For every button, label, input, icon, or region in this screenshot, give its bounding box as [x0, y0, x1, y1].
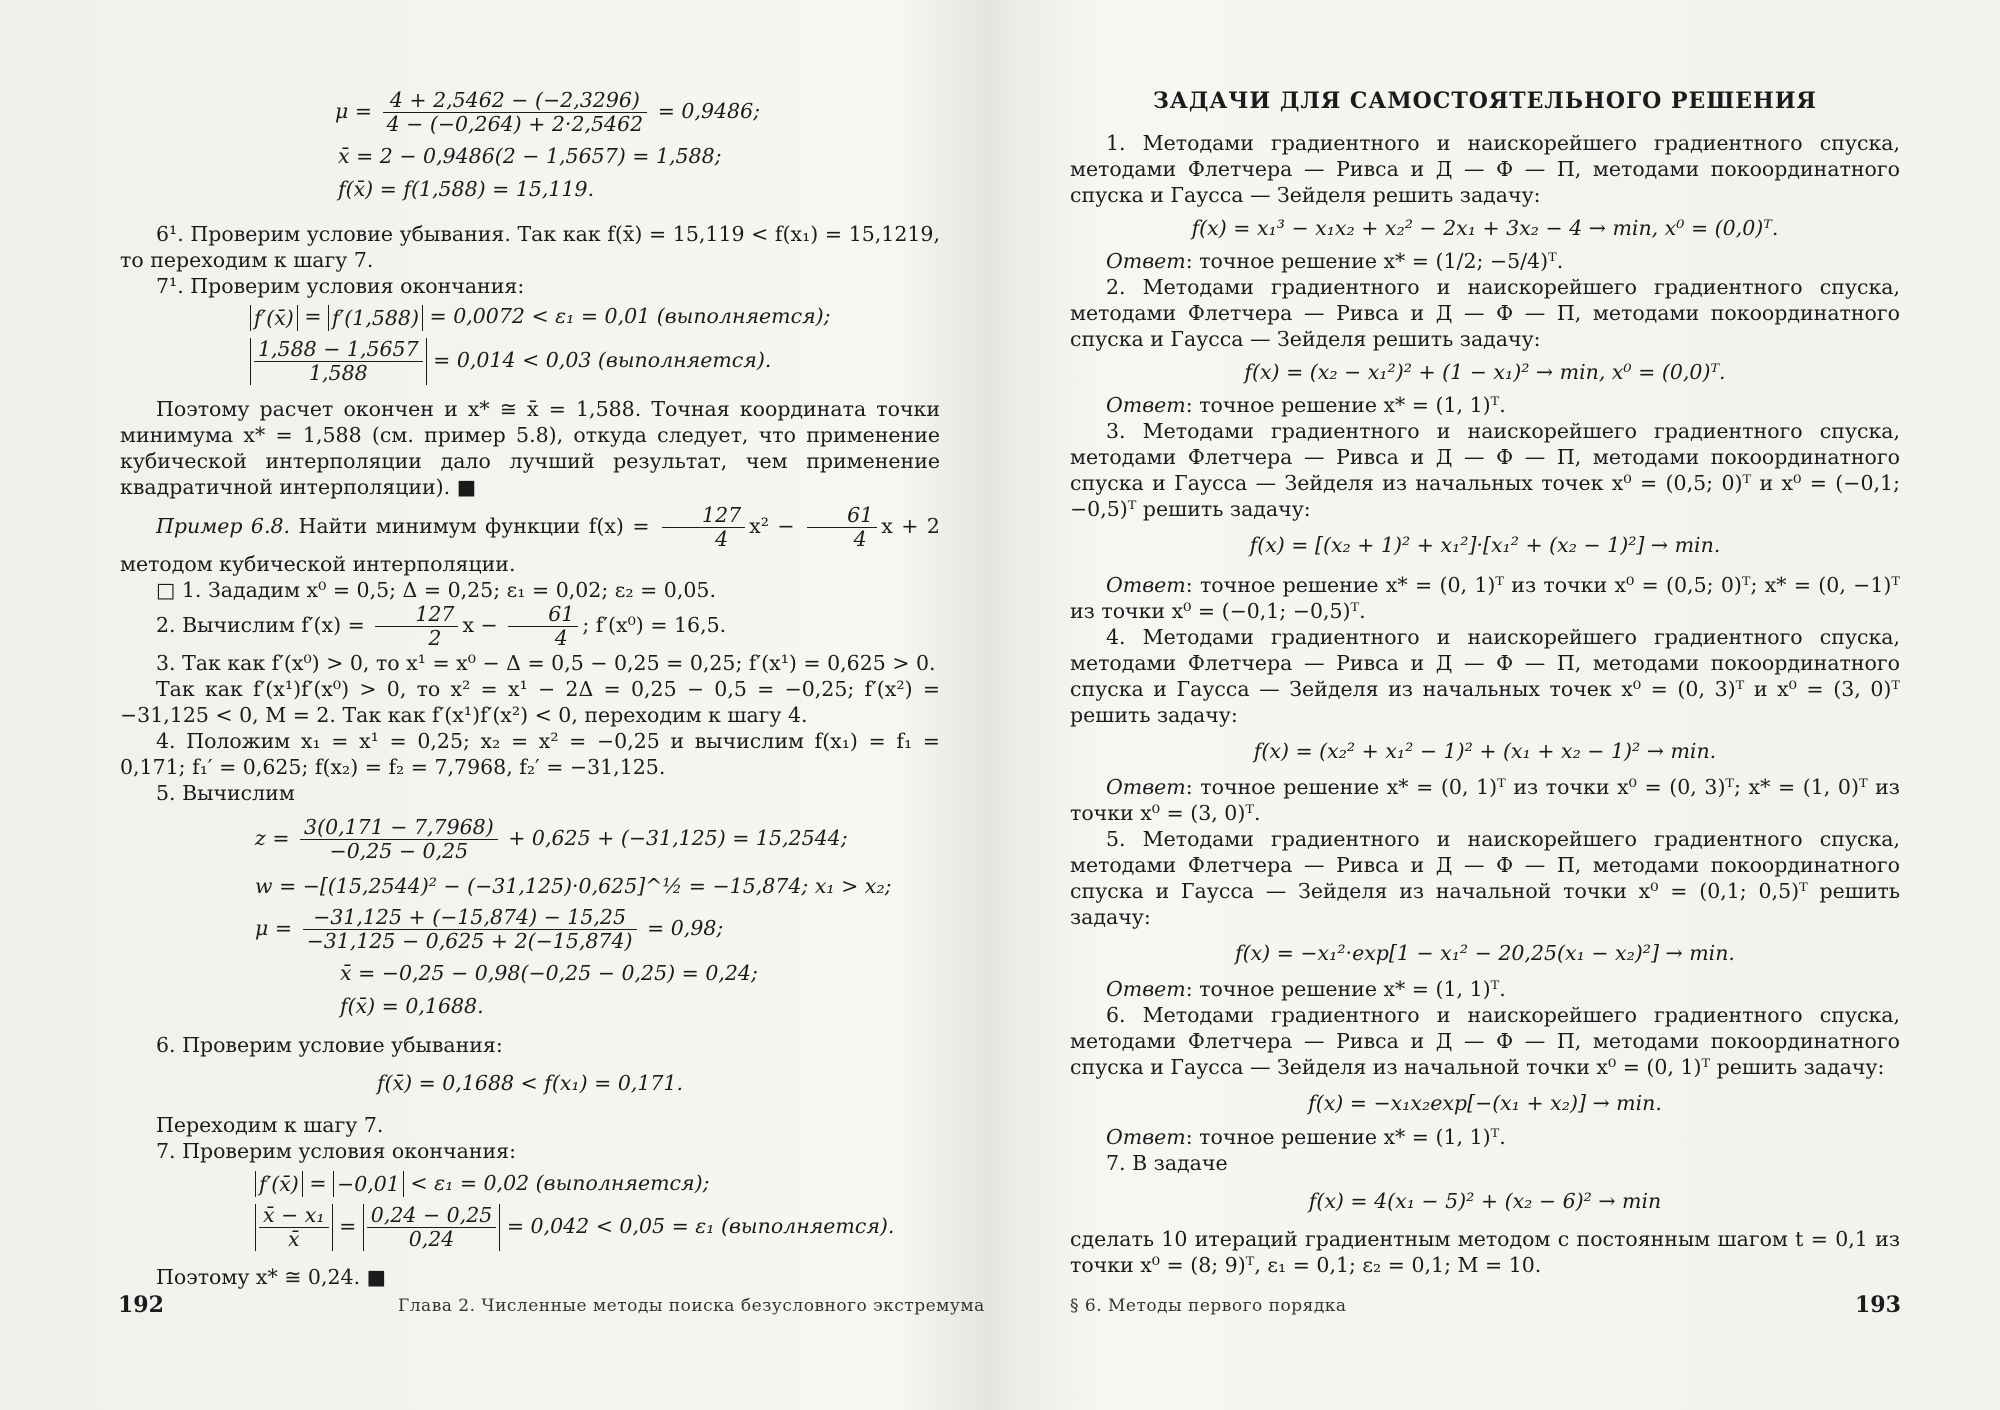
example-text-b: x + 2 методом кубической интерполяции.: [120, 513, 940, 576]
fxbar-equation-1: f(x̄) = f(1,588) = 15,119.: [338, 177, 595, 201]
step-3-b: Так как f′(x¹)f′(x⁰) > 0, то x² = x¹ − 2Δ = 0,25 − 0,5 = −0,25; f′(x²) = −31,125 < 0, M = 2. Так как f′(x¹)f′(x²) < 0, переходим к шагу 4.: [120, 676, 940, 727]
step-2-mid: x −: [462, 612, 498, 637]
running-footer-right: § 6. Методы первого порядка: [1070, 1296, 1347, 1316]
task-4: 4. Методами градиентного и наискорейшего градиентного спуска, методами Флетчера — Ривса и Д — Ф — П, методами покоординатного спуска и Гаусса — Зейделя из начальных точек x⁰ = (0, 3)ᵀ и x⁰ = (3, 0)ᵀ решить задачу:: [1070, 625, 1900, 727]
final-answer: Поэтому x* ≅ 0,24. ■: [156, 1265, 386, 1289]
step-4: 4. Положим x₁ = x¹ = 0,25; x₂ = x² = −0,25 и вычислим f(x₁) = f₁ = 0,171; f₁′ = 0,625; f(x₂) = f₂ = 7,7968, f₂′ = −31,125.: [120, 728, 940, 779]
z-numerator: 3(0,171 − 7,7968): [300, 816, 498, 840]
step-7: 7. Проверим условия окончания:: [156, 1138, 517, 1163]
fxbar-equation-2: f(x̄) = 0,1688.: [340, 993, 484, 1018]
conclusion-paragraph: Поэтому расчет окончен и x* ≅ x̄ = 1,588. Точная координата точки минимума x* = 1,588 (см. пример 5.8), откуда следует, что применение кубической интерполяции дало лучший результат, чем применение квадратичной интерполяции). ■: [120, 396, 940, 499]
task-1-equation: f(x) = x₁³ − x₁x₂ + x₂² − 2x₁ + 3x₂ − 4 → min, x⁰ = (0,0)ᵀ.: [1191, 216, 1779, 240]
decrease-check: f(x̄) = 0,1688 < f(x₁) = 0,171.: [376, 1070, 684, 1095]
step-2-b: ; f′(x⁰) = 16,5.: [582, 612, 727, 637]
example-6-8: [120, 504, 940, 577]
right-page-body: [1070, 88, 1900, 1278]
task-6-equation: f(x) = −x₁x₂exp[−(x₁ + x₂)] → min.: [1308, 1091, 1662, 1115]
mu-equation: [335, 89, 940, 136]
condition-2-abs: [250, 338, 427, 385]
answer-label: Ответ: [1106, 249, 1186, 273]
task-4-answer-text: : точное решение x* = (0, 1)ᵀ из точки x⁰ = (0, 3)ᵀ; x* = (1, 0)ᵀ из точки x⁰ = (3, 0)ᵀ.: [1070, 775, 1900, 825]
condition-4-den-1: x̄: [288, 1227, 300, 1251]
step-3-a: 3. Так как f′(x⁰) > 0, то x¹ = x⁰ − Δ = 0,5 − 0,25 = 0,25; f′(x¹) = 0,625 > 0.: [156, 650, 936, 675]
condition-2-denominator: 1,588: [308, 360, 368, 385]
w-equation: w = −[(15,2544)² − (−31,125)·0,625]^½ = −15,874; x₁ > x₂;: [255, 873, 892, 898]
task-3-answer: [1070, 572, 1900, 624]
answer-label: Ответ: [1106, 573, 1186, 597]
task-6-answer-text: : точное решение x* = (1, 1)ᵀ.: [1185, 1125, 1506, 1149]
z-denominator: −0,25 − 0,25: [329, 838, 469, 863]
condition-4-rest: = 0,042 < 0,05 = ε₁ (выполняется).: [506, 1214, 895, 1238]
condition-3-abs: f′(x̄): [255, 1171, 303, 1197]
condition-4-den-2: 0,24: [408, 1227, 455, 1251]
step-7-1: 7¹. Проверим условия окончания:: [156, 274, 525, 298]
condition-4: $\frac{\text{x̄ − x₁}}{x̄}$ = $\frac{0,24 - 0,25}{0,24}$ = 0,042 < 0,05 = ε₁ (выполняется).: [255, 1204, 940, 1251]
task-7-equation: f(x) = 4(x₁ − 5)² + (x₂ − 6)² → min: [1308, 1189, 1662, 1213]
xbar-equation-1: x̄ = 2 − 0,9486(2 − 1,5657) = 1,588;: [338, 144, 722, 168]
page-number-left: 192: [118, 1292, 164, 1318]
left-page-body: [120, 82, 940, 1290]
task-4-equation: f(x) = (x₂² + x₁² − 1)² + (x₁ + x₂ − 1)² → min.: [1253, 739, 1717, 763]
step-6-1: 6¹. Проверим условие убывания. Так как f(x̄) = 15,119 < f(x₁) = 15,1219, то переходим к шагу 7.: [120, 222, 940, 272]
mu2-fraction: [303, 906, 637, 953]
mu2-equation: [255, 906, 940, 953]
answer-label: Ответ: [1106, 775, 1186, 799]
condition-2-fraction: [254, 338, 423, 385]
xbar-equation-2: x̄ = −0,25 − 0,98(−0,25 − 0,25) = 0,24;: [340, 960, 758, 985]
step-2-fraction-2-num: 61: [508, 603, 578, 627]
task-2: 2. Методами градиентного и наискорейшего градиентного спуска, методами Флетчера — Ривса и Д — Ф — П, методами покоординатного спуска и Гаусса — Зейделя решить задачу:: [1070, 275, 1900, 351]
z-rest: + 0,625 + (−31,125) = 15,2544;: [508, 825, 848, 850]
mu2-numerator: −31,125 + (−15,874) − 15,25: [303, 906, 637, 930]
step-2-fraction-2: [508, 603, 578, 650]
answer-label: Ответ: [1106, 977, 1186, 1001]
page-number-right: 193: [1855, 1292, 1901, 1318]
z-lhs: z =: [255, 825, 290, 850]
condition-3: f′(x̄) = −0,01 < ε₁ = 0,02 (выполняется);: [255, 1170, 940, 1198]
task-6: 6. Методами градиентного и наискорейшего градиентного спуска, методами Флетчера — Ривса и Д — Ф — П, методами покоординатного спуска и Гаусса — Зейделя из начальной точки x⁰ = (0, 1)ᵀ решить задачу:: [1070, 1003, 1900, 1079]
example-fraction-2: [807, 504, 877, 551]
step-2: [120, 603, 940, 650]
example-fraction-1-den: 4: [715, 526, 729, 551]
task-3: 3. Методами градиентного и наискорейшего градиентного спуска, методами Флетчера — Ривса и Д — Ф — П, методами покоординатного спуска и Гаусса — Зейделя из начальных точек x⁰ = (0,5; 0)ᵀ и x⁰ = (−0,1; −0,5)ᵀ решить задачу:: [1070, 419, 1900, 521]
task-5-equation: f(x) = −x₁²·exp[1 − x₁² − 20,25(x₁ − x₂)²] → min.: [1235, 941, 1735, 965]
example-fraction-2-num: 61: [807, 504, 877, 528]
condition-4-num-2: 0,24 − 0,25: [367, 1204, 497, 1228]
mu2-denominator: −31,125 − 0,625 + 2(−15,874): [306, 928, 633, 953]
example-fraction-2-den: 4: [853, 526, 867, 551]
mu-numerator: 4 + 2,5462 − (−2,3296): [383, 89, 648, 113]
condition-4-abs-1: [255, 1204, 333, 1251]
condition-4-fraction-1: [259, 1204, 329, 1251]
task-2-answer-text: : точное решение x* = (1, 1)ᵀ.: [1185, 393, 1506, 417]
step-2-fraction-2-den: 4: [554, 625, 568, 650]
example-fraction-1: [662, 504, 745, 551]
task-1-answer-text: : точное решение x* = (1/2; −5/4)ᵀ.: [1185, 249, 1564, 273]
mu-denominator: 4 − (−0,264) + 2·2,5462: [386, 112, 644, 136]
condition-4-num-1: x̄ − x₁: [259, 1204, 329, 1228]
task-2-answer: [1070, 392, 1900, 418]
condition-1-abs: f′(x̄): [250, 305, 298, 331]
right-page: [1000, 0, 2000, 1410]
step-2-fraction-1: [375, 603, 458, 650]
task-5-answer-text: : точное решение x* = (1, 1)ᵀ.: [1185, 977, 1506, 1001]
answer-label: Ответ: [1106, 1125, 1186, 1149]
example-text-a: Найти минимум функции f(x) =: [298, 513, 650, 538]
task-1: 1. Методами градиентного и наискорейшего градиентного спуска, методами Флетчера — Ривса и Д — Ф — П, методами покоординатного спуска и Гаусса — Зейделя решить задачу:: [1070, 131, 1900, 207]
step-2-fraction-1-den: 2: [428, 625, 442, 650]
example-fraction-1-num: 127: [662, 504, 745, 528]
task-7-text: сделать 10 итераций градиентным методом с постоянным шагом t = 0,1 из точки x⁰ = (8; 9)ᵀ, ε₁ = 0,1; ε₂ = 0,1; M = 10.: [1070, 1227, 1900, 1277]
mu-fraction: [383, 89, 648, 136]
task-7: 7. В задаче: [1106, 1151, 1228, 1175]
answer-label: Ответ: [1106, 393, 1186, 417]
step-2-fraction-1-num: 127: [375, 603, 458, 627]
task-2-equation: f(x) = (x₂ − x₁²)² + (1 − x₁)² → min, x⁰ = (0,0)ᵀ.: [1244, 360, 1726, 384]
z-equation: [255, 816, 940, 863]
condition-2: [250, 338, 940, 385]
condition-3-rest: < ε₁ = 0,02 (выполняется);: [410, 1170, 710, 1195]
task-5: 5. Методами градиентного и наискорейшего градиентного спуска, методами Флетчера — Ривса и Д — Ф — П, методами покоординатного спуска и Гаусса — Зейделя из начальной точки x⁰ = (0,1; 0,5)ᵀ решить задачу:: [1070, 827, 1900, 929]
mu-lhs: μ =: [335, 99, 373, 123]
z-fraction: [300, 816, 498, 863]
example-mid: x² −: [749, 513, 795, 538]
section-heading: ЗАДАЧИ ДЛЯ САМОСТОЯТЕЛЬНОГО РЕШЕНИЯ: [1153, 88, 1817, 114]
example-label: Пример 6.8.: [156, 513, 291, 538]
condition-3-abs-value: −0,01: [333, 1171, 404, 1197]
task-3-answer-text: : точное решение x* = (0, 1)ᵀ из точки x⁰ = (0,5; 0)ᵀ; x* = (0, −1)ᵀ из точки x⁰ = (−0,1; −0,5)ᵀ.: [1070, 573, 1900, 623]
task-3-equation: f(x) = [(x₂ + 1)² + x₁²]·[x₁² + (x₂ − 1)²] → min.: [1249, 533, 1721, 557]
task-6-answer: [1070, 1124, 1900, 1150]
condition-1: f′(x̄) = f′(1,588) = 0,0072 < ε₁ = 0,01 (выполняется);: [250, 303, 940, 331]
task-4-answer: [1070, 774, 1900, 826]
step-1: □ 1. Зададим x⁰ = 0,5; Δ = 0,25; ε₁ = 0,02; ε₂ = 0,05.: [156, 577, 716, 602]
condition-2-numerator: 1,588 − 1,5657: [254, 338, 423, 362]
condition-4-abs-2: [363, 1204, 501, 1251]
step-2-a: 2. Вычислим f′(x) =: [156, 612, 365, 637]
task-1-answer: [1070, 248, 1900, 274]
mu2-result: = 0,98;: [647, 915, 724, 940]
go-to-step-7: Переходим к шагу 7.: [156, 1112, 384, 1137]
running-footer-left: Глава 2. Численные методы поиска безусловного экстремума: [398, 1296, 985, 1316]
task-5-answer: [1070, 976, 1900, 1002]
mu2-lhs: μ =: [255, 915, 293, 940]
condition-1-abs-value: f′(1,588): [328, 305, 423, 331]
condition-2-rest: = 0,014 < 0,03 (выполняется).: [433, 347, 772, 372]
condition-1-rest: = 0,0072 < ε₁ = 0,01 (выполняется);: [429, 304, 831, 328]
condition-4-fraction-2: [367, 1204, 497, 1251]
step-6: 6. Проверим условие убывания:: [156, 1032, 503, 1057]
mu-result: = 0,9486;: [657, 99, 761, 123]
step-5: 5. Вычислим: [156, 780, 295, 805]
